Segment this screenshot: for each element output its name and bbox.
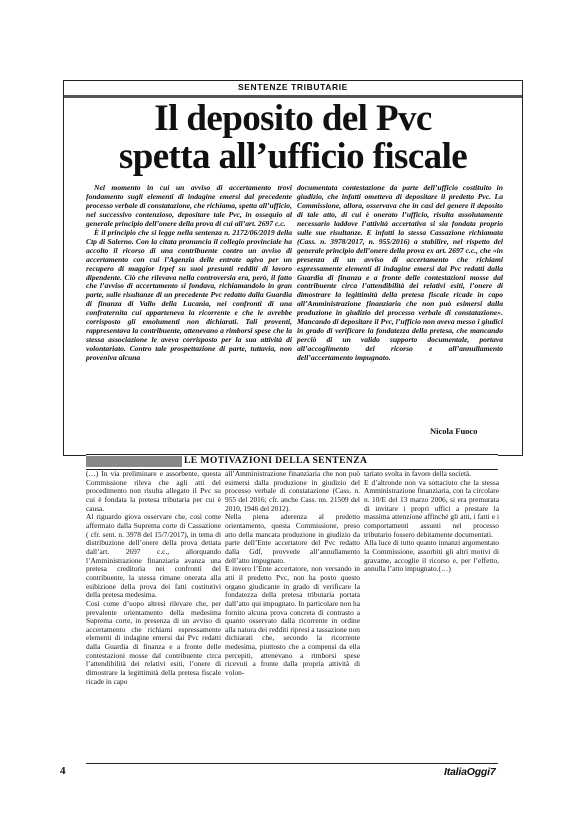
author-byline: Nicola Fuoco	[430, 426, 478, 436]
body-paragraph: E d’altronde non va sottaciuto che la stessa Amministrazione finanziaria, con la circolare n. 10/E del 13 marzo 2006, si era premurata di invitare i propri uffici a prestare la massima attenzione affinché gli atti, i fatti e i comportamenti assunti nel processo tributario fossero debitamente documentati.	[364, 477, 499, 539]
section-header-block	[86, 456, 182, 467]
page-number: 4	[60, 765, 66, 777]
body-paragraph: all’Amministrazione finanziaria che non può esimersi dalla produzione in giudizio del processo verbale di constatazione (Cass. n. 955 del 2016; cfr. anche Cass. nn. 21509 del 2010, 1946 del 2012).	[225, 469, 360, 513]
lead-paragraph: Nel momento in cui un avviso di accertamento trovi fondamento sugli elementi di indagine emersi dal precedente processo verbale di constatazione, che richiama, spetta all’ufficio, nel successivo contenzioso, depositare tale Pvc, in ossequio al generale principio dell’onere della prova di cui all’art. 2697 c.c.	[86, 183, 292, 228]
bottom-rule	[86, 763, 498, 764]
lead-paragraph: È il principio che si legge nella sentenza n. 2172/06/2019 della Ctp di Salerno. Con la citata pronuncia il collegio provinciale ha accolto il ricorso di una contribuente contro un avviso di accertamento con cui l’Agenzia delle entrate agiva per un recupero di maggior Irpef su suoi presunti redditi di lavoro dipendente. Ciò che rilevava nella controversia era, però, il fatto che l’avviso di accertamento si fondava, richiamandolo in gran parte, sulle risultanze di un precedente Pvc redatto dalla Guardia di finanza di Vallo della Lucania, nei confronti di una confraternita cui apparteneva la ricorrente e che le avrebbe corrisposto gli emolumenti non dichiarati. Tali proventi, rappresentava la contribuente, attenevano a rimborsi spese che la stessa associazione le aveva corrisposto per la sua attività di volontariato. Contro tale prospettazione di parte, tuttavia, non proveniva alcuna	[86, 227, 292, 363]
body-column-2	[225, 470, 360, 678]
body-paragraph: Nella piena aderenza al predetto orientamento, questa Commissione, preso atto della mancata produzione in giudizio da parte dell’Ente accertatore del Pvc redatto dalla Gdf, provvede all’annullamento dell’atto impugnato.	[225, 512, 360, 565]
body-paragraph: E invero l’Ente accertatore, non versando in atti il predetto Pvc, non ha posto questo organo giudicante in grado di verificare la fondatezza della pretesa tributaria portata dall’atto qui impugnato. In particolare non ha fornito alcuna prova concreta di contrasto a quanto osservato dalla ricorrente in ordine alla natura dei redditi ripresi a tassazione non dichiarati che, secondo la ricorrente medesima, piuttosto che a compensi da ella percepiti, attenevano a rimborsi spese ricevuti a fronte dalla propria attività di volon-	[225, 564, 360, 678]
section-kicker	[63, 80, 523, 95]
lead-column-1	[86, 184, 292, 363]
body-paragraph: tariato svolta in favore della società.	[364, 469, 472, 478]
section-title: LE MOTIVAZIONI DELLA SENTENZA	[184, 455, 368, 466]
headline-line-2: spetta all’ufficio fiscale	[118, 136, 468, 177]
lead-paragraph: documentata contestazione da parte dell’ufficio costituito in giudizio, che infatti ometteva di depositare il predetto Pvc. La Commissione, allora, osservava che in casi del genere il deposito di tale atto, di cui è onerato l’ufficio, risulta assolutamente necessario laddove l’attività accertativa si sia fondata proprio sulle sue risultanze. E infatti la stessa Cassazione richiamata (Cass. n. 3978/2017, n. 955/2016) a stabilire, nel rispetto del generale principio dell’onere della prova ex art. 2697 c.c., che «in presenza di un avviso di accertamento che richiami espressamente elementi di indagine emersi dai Pvc redatti dalla Guardia di finanza e a fronte delle contestazioni mosse dal contribuente circa l’attendibilità dei relativi esiti, l’onere di dimostrare la legittimità della pretesa fiscale ricade in capo all’Amministrazione finanziaria che non può esimersi dalla produzione in giudizio del processo verbale di constatazione». Mancando di depositare il Pvc, l’ufficio non aveva messo i giudici in grado di verificare la fondatezza della pretesa, che mancando perciò di un valido supporto documentale, portava all’accoglimento del ricorso e all’annullamento dell’accertamento impugnato.	[297, 183, 503, 363]
body-paragraph: (…) In via preliminare e assorbente, questa Commissione rileva che agli atti del procedimento non risulta allegato il Pvc su cui è fondata la pretesa tributaria per cui è causa.	[86, 469, 221, 513]
headline	[63, 100, 523, 176]
publication-masthead: ItaliaOggi7	[444, 766, 496, 778]
body-paragraph: Così come d’uopo altresì rilevare che, per prevalente orientamento della medesima Suprema corte, in presenza di un avviso di accertamento che richiami espressamente elementi di indagine emersi dai Pvc redatti dalla Guardia di finanza e a fronte delle contestazioni mosse dal contribuente circa l’attendibilità dei relativi esiti, l’onere di dimostrare la legittimità della pretesa fiscale ricade in capo	[86, 598, 221, 686]
body-paragraph: Alla luce di tutto quanto innanzi argomentato la Commissione, assorbiti gli altri motivi di gravame, accoglie il ricorso e, per l’effetto, annulla l’atto impugnato.(…)	[364, 538, 499, 574]
headline-line-1: Il deposito del Pvc	[154, 98, 432, 139]
kicker-text: SENTENZE TRIBUTARIE	[238, 82, 348, 92]
lead-column-2	[297, 184, 503, 363]
body-column-1	[86, 470, 221, 686]
body-column-3	[364, 470, 499, 574]
body-paragraph: Al riguardo giova osservare che, così come affermato dalla Suprema corte di Cassazione ( cfr. sent. n. 3978 del 15/7/2017), in tema di distribuzione dell’onere della prova dettata dall’art. 2697 c.c., allorquando l’Amministrazione finanziaria avanza una pretesa creditoria nei confronti del contribuente, la stessa rimane onerata alla esibizione della prova dei fatti costitutivi della pretesa medesima.	[86, 512, 221, 600]
